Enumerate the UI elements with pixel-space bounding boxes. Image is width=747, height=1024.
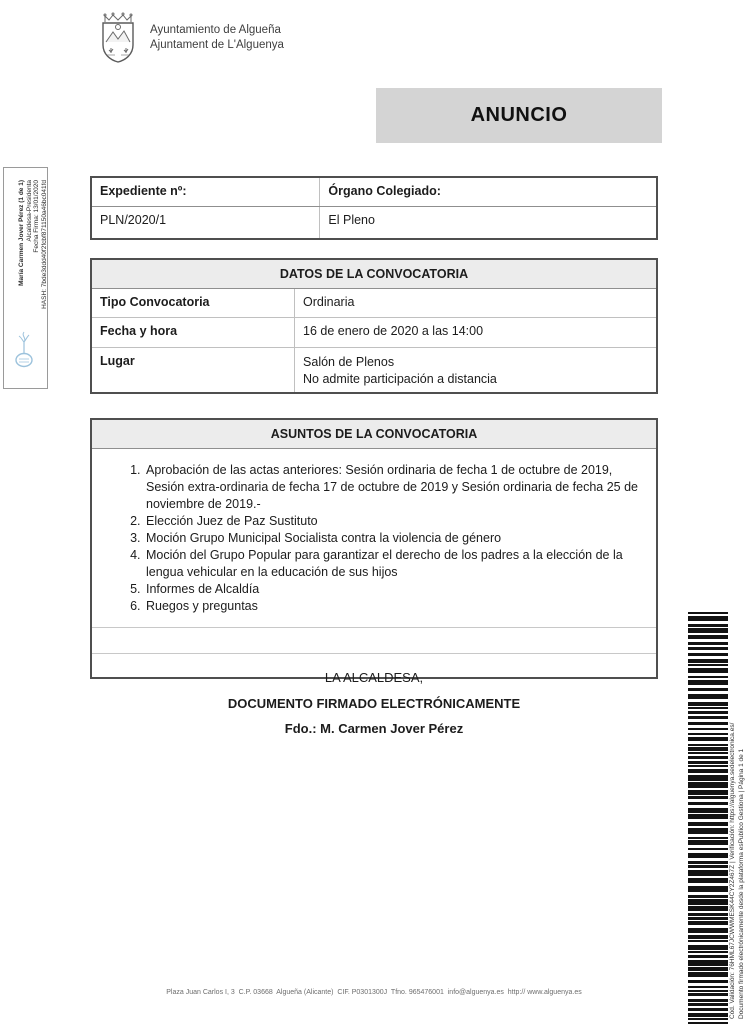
table-row — [92, 318, 656, 348]
document-title: ANUNCIO — [376, 88, 662, 143]
convocatoria-data-table — [90, 258, 658, 394]
barcode-icon — [688, 612, 728, 1024]
municipality-header — [95, 12, 284, 64]
lugar-line-2: No admite participación a distancia — [303, 372, 497, 386]
blue-seal-icon — [9, 328, 39, 379]
fecha-hora-label: Fecha y hora — [92, 318, 295, 347]
stamp-signer-role: Alcaldesa-Presidenta — [25, 180, 33, 242]
municipality-name-es: Ayuntamiento de Algueña — [150, 24, 281, 36]
agenda-body — [92, 462, 656, 627]
agenda-table — [90, 418, 658, 679]
expediente-header-row — [92, 178, 656, 207]
signer-title: LA ALCALDESA, — [324, 670, 424, 685]
agenda-item: 5. Informes de Alcaldía — [144, 581, 638, 598]
tipo-convocatoria-value: Ordinaria — [303, 295, 355, 309]
organo-colegiado-header: Órgano Colegiado: — [328, 184, 441, 198]
lugar-value — [295, 348, 656, 392]
agenda-item: 3. Moción Grupo Municipal Socialista contra la violencia de género — [144, 530, 638, 547]
agenda-list — [92, 462, 638, 615]
convocatoria-data-title: DATOS DE LA CONVOCATORIA — [92, 260, 656, 289]
agenda-item: 1. Aprobación de las actas anteriores: Sesión ordinaria de fecha 1 de octubre de 2019, Sesión extra-ordinaria de fecha 17 de octubre de 2019 y Sesión ordinaria de fecha 25 de noviembre de 2019.- — [144, 462, 638, 513]
tipo-convocatoria-label: Tipo Convocatoria — [92, 289, 295, 317]
digital-signature-stamp — [3, 167, 48, 389]
municipality-name-valencian: Ajuntament de L'Alguenya — [150, 39, 284, 51]
coat-of-arms-icon — [95, 12, 141, 64]
footer-contact-info: Plaza Juan Carlos I, 3 C.P. 03668 Algueña (Alicante) CIF. P0301300J Tfno. 965476001 info@alguenya.es http:// www.alguenya.es — [166, 989, 582, 996]
table-row — [92, 348, 656, 392]
expediente-number-header: Expediente nº: — [92, 178, 320, 206]
lugar-label: Lugar — [92, 348, 295, 392]
table-row — [92, 289, 656, 318]
stamp-signer-name: María Carmen Jover Pérez (1 de 1) — [18, 180, 25, 286]
organo-colegiado-value: El Pleno — [328, 213, 375, 227]
expediente-value-row — [92, 207, 656, 238]
platform-notice-line: Documento firmado electrónicamente desde la plataforma esPublico Gestiona | Página 1 de 1 — [738, 748, 745, 1019]
stamp-hash: HASH: 7bde3ddd40f2fcbf871150a46bc041fd — [40, 180, 48, 309]
stamp-sign-date: Fecha Firma: 13/01/2020 — [33, 180, 40, 253]
expediente-table — [90, 176, 658, 240]
agenda-item: 2. Elección Juez de Paz Sustituto — [144, 513, 638, 530]
agenda-item: 6. Ruegos y preguntas — [144, 598, 638, 615]
empty-row — [92, 627, 656, 653]
validation-code-line: Cód. Validación: 76HML67JCWWMESK44CY2Z467Z | Verificación: https://alguenya.sedelectronica.es/ — [729, 722, 736, 1019]
expediente-number-value: PLN/2020/1 — [92, 207, 320, 238]
validation-margin — [728, 0, 747, 1024]
fecha-hora-value: 16 de enero de 2020 a las 14:00 — [303, 324, 484, 338]
agenda-item: 4. Moción del Grupo Popular para garantizar el derecho de los padres a la elección de la lengua vehicular en la educación de sus hijos — [144, 547, 638, 581]
signer-name: Fdo.: M. Carmen Jover Pérez — [284, 721, 464, 736]
signature-block — [90, 670, 658, 736]
electronic-signature-notice: DOCUMENTO FIRMADO ELECTRÓNICAMENTE — [227, 696, 521, 711]
agenda-title: ASUNTOS DE LA CONVOCATORIA — [92, 420, 656, 449]
lugar-line-1: Salón de Plenos — [303, 355, 395, 369]
